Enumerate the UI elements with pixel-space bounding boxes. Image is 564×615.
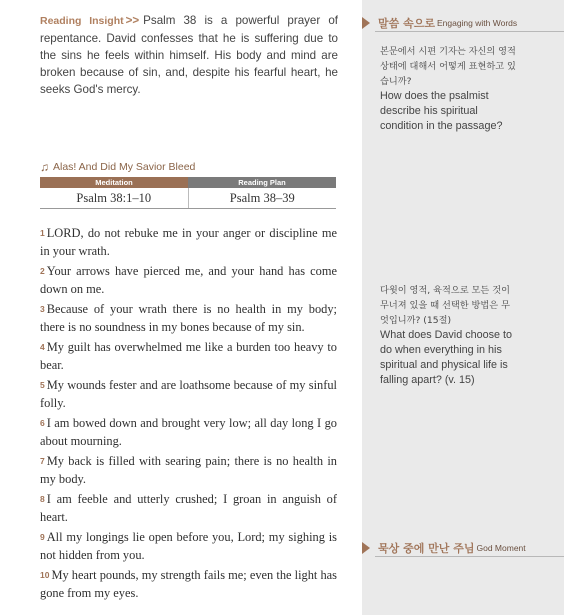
verse-text: My guilt has overwhelmed me like a burden too heavy to bear.	[40, 340, 337, 372]
verse-number: 2	[40, 266, 45, 276]
section-divider	[375, 556, 564, 557]
verse	[40, 567, 337, 602]
question-1-ko: 본문에서 시편 기자는 자신의 영적 상태에 대해서 어떻게 표현하고 있습니까?	[380, 46, 516, 87]
verse-number: 1	[40, 228, 45, 238]
verse-text: Your arrows have pierced me, and your hand has come down on me.	[40, 264, 337, 296]
section-heading-ko: 말씀 속으로	[378, 17, 435, 30]
hymn-title	[40, 160, 195, 174]
verse-text: I am feeble and utterly crushed; I groan in anguish of heart.	[40, 492, 337, 524]
triangle-marker-icon	[362, 542, 370, 554]
question-2-ko: 다윗이 영적, 육적으로 모든 것이 무너져 있을 때 선택한 방법은 무엇입니까? (15절)	[380, 285, 510, 326]
verse-number: 7	[40, 456, 45, 466]
section-heading-god-moment	[362, 540, 526, 556]
verse	[40, 529, 337, 564]
question-1	[380, 44, 517, 134]
verse-number: 9	[40, 532, 45, 542]
verse	[40, 377, 337, 412]
verse-number: 6	[40, 418, 45, 428]
reading-insight-label: Reading Insight	[40, 15, 124, 27]
verse	[40, 415, 337, 450]
reading-plan-table	[40, 177, 336, 209]
verse-number: 8	[40, 494, 45, 504]
section-heading-en: God Moment	[476, 543, 526, 553]
verse-text: Because of your wrath there is no health in my body; there is no soundness in my bones because of my sin.	[40, 302, 337, 334]
meditation-header: Meditation	[40, 177, 188, 188]
verse	[40, 339, 337, 374]
verse-text: My heart pounds, my strength fails me; even the light has gone from my eyes.	[40, 568, 337, 600]
reading-plan-header: Reading Plan	[188, 177, 336, 188]
verse-number: 3	[40, 304, 45, 314]
reading-insight	[40, 12, 338, 98]
verse-number: 10	[40, 570, 50, 580]
verse	[40, 491, 337, 526]
hymn-title-text: Alas! And Did My Savior Bleed	[53, 161, 196, 173]
section-divider	[375, 31, 564, 32]
reading-insight-text: Psalm 38 is a powerful prayer of repentance. David confesses that he is suffering due to the sins he feels within himself. His body and mind are broken because of sin, and, despite his fearful heart, he seeks God's mercy.	[40, 14, 339, 96]
question-1-en: How does the psalmist describe his spiritual condition in the passage?	[380, 90, 503, 132]
question-2	[380, 283, 517, 388]
verse	[40, 301, 337, 336]
scripture-passage	[40, 225, 337, 605]
chevron-icon: >>	[125, 14, 140, 27]
triangle-marker-icon	[362, 17, 370, 29]
meditation-value: Psalm 38:1–10	[40, 188, 189, 208]
verse-text: I am bowed down and brought very low; all day long I go about mourning.	[40, 416, 337, 448]
verse	[40, 453, 337, 488]
verse-text: All my longings lie open before you, Lord; my sighing is not hidden from you.	[40, 530, 337, 562]
verse-number: 4	[40, 342, 45, 352]
verse-text: My back is filled with searing pain; there is no health in my body.	[40, 454, 337, 486]
reading-plan-value: Psalm 38–39	[229, 191, 295, 205]
verse-text: LORD, do not rebuke me in your anger or discipline me in your wrath.	[40, 226, 337, 258]
verse-text: My wounds fester and are loathsome because of my sinful folly.	[40, 378, 337, 410]
section-heading-en: Engaging with Words	[436, 18, 518, 28]
verse-number: 5	[40, 380, 45, 390]
section-heading-ko: 묵상 중에 만난 주님	[378, 542, 475, 555]
section-heading-engaging	[362, 15, 517, 31]
verse	[40, 225, 337, 260]
verse	[40, 263, 337, 298]
question-2-en: What does David choose to do when everything in his spiritual and physical life is falling apart? (v. 15)	[380, 329, 513, 386]
music-note-icon: ♫	[40, 160, 49, 174]
